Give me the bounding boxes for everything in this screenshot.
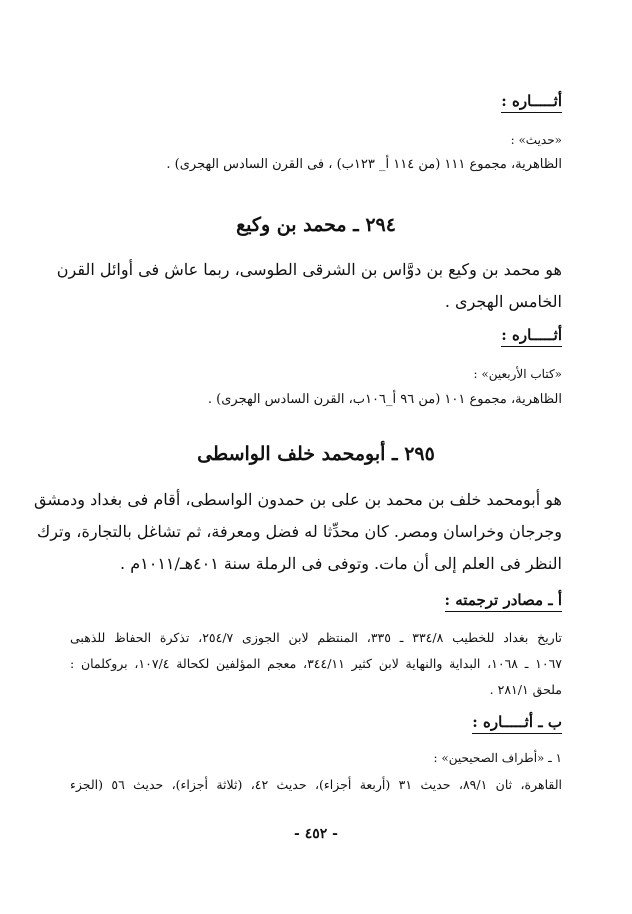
work-label: «كتاب الأربعين» : [473, 367, 562, 381]
bio-line: هو محمد بن وكيع بن دوَّاس بن الشرقى الطوسى، ربما عاش فى أوائل القرن [56, 260, 562, 279]
entry-title-294: ٢٩٤ ـ محمد بن وكيع [236, 214, 396, 236]
sources-line: تاريخ بغداد للخطيب ٣٣٤/٨ ـ ٣٣٥، المنتظم لابن الجوزى ٢٥٤/٧، تذكرة الحفاظ للذهبى [70, 630, 562, 645]
sources-line: ملحق ٢٨١/١ . [489, 682, 562, 697]
sources-heading: أ ـ مصادر ترجمته : [445, 591, 563, 609]
works-heading: أثـــــاره : [501, 92, 562, 110]
page-number: - ٤٥٢ - [294, 826, 338, 842]
work-source: الظاهرية، مجموع ١١١ (من ١١٤ أ_ ١٢٣ب) ، فى القرن السادس الهجرى) . [166, 157, 562, 172]
works-heading: ب ـ أثـــــاره : [472, 713, 562, 731]
bio-line: هو أبومحمد خلف بن محمد بن على بن حمدون الواسطى، أقام فى بغداد ودمشق [33, 490, 562, 509]
work-label: «حديث» : [510, 133, 562, 147]
sources-line: ١٠٦٧ ـ ١٠٦٨، البداية والنهاية لابن كثير ٣٤٤/١١، معجم المؤلفين لكحالة ١٠٧/٤، بروكلمان : [70, 656, 562, 671]
work-label: ١ ـ «أطراف الصحيحين» : [433, 751, 562, 765]
bio-line: وجرجان وخراسان ومصر. كان محدِّثا له فضل ومعرفة، ثم تشاغل بالتجارة، وترك [37, 522, 562, 541]
work-source: القاهرة، ثان ٨٩/١، حديث ٣١ (أربعة أجزاء)، حديث ٤٢، (ثلاثة أجزاء)، حديث ٥٦ (الجزء [70, 777, 562, 792]
bio-line: النظر فى العلم إلى أن مات. وتوفى فى الرملة سنة ٤٠١هـ/١٠١١م . [120, 554, 562, 573]
bio-line: الخامس الهجرى . [444, 292, 562, 311]
work-source: الظاهرية، مجموع ١٠١ (من ٩٦ أ_١٠٦ب، القرن السادس الهجرى) . [207, 392, 562, 407]
entry-title-295: ٢٩٥ ـ أبومحمد خلف الواسطى [197, 443, 435, 465]
works-heading: أثـــــاره : [501, 326, 562, 344]
